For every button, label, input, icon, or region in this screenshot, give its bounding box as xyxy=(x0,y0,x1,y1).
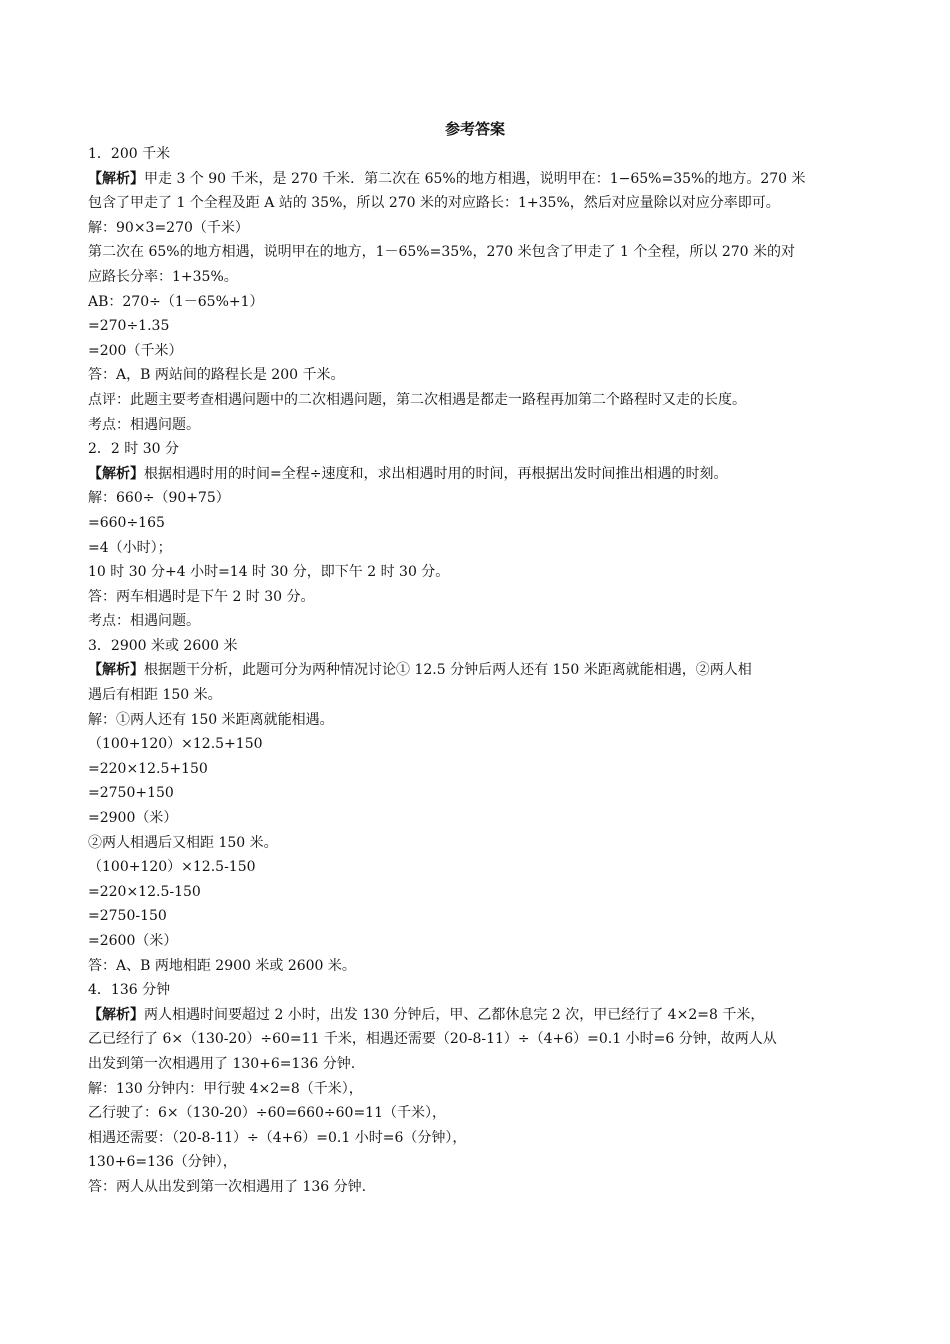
text-line: 乙已经行了 6×（130-20）÷60=11 千米，相遇还需要（20-8-11）÷（4+6）=0.1 小时=6 分钟，故两人从 xyxy=(88,1031,777,1048)
text-line: 相遇还需要：（20-8-11）÷（4+6）=0.1 小时=6（分钟）， xyxy=(88,1129,467,1146)
text-line: 考点：相遇问题。 xyxy=(88,613,200,630)
text-line: 2．2 时 30 分 xyxy=(88,441,179,458)
text-line: 10 时 30 分+4 小时=14 时 30 分，即下午 2 时 30 分。 xyxy=(88,564,450,581)
text-line: 解：660÷（90+75） xyxy=(88,490,230,507)
analysis-label: 【解析】 xyxy=(88,170,144,187)
text-content: 甲走 3 个 90 千米，是 270 千米．第二次在 65%的地方相遇，说明甲在：1−65%=35%的地方。270 米 xyxy=(144,170,806,187)
text-line xyxy=(88,462,870,487)
text-line xyxy=(88,1003,870,1028)
text-line: 1．200 千米 xyxy=(88,146,171,162)
text-line: 出发到第一次相遇用了 130+6=136 分钟. xyxy=(88,1055,356,1072)
text-line: =270÷1.35 xyxy=(88,318,170,335)
text-line: =4（小时）； xyxy=(88,539,172,556)
text-line: =2900（米） xyxy=(88,810,178,827)
text-line: 答：两人从出发到第一次相遇用了 136 分钟. xyxy=(88,1178,367,1195)
answer-body xyxy=(88,142,870,1200)
text-line: =2750+150 xyxy=(88,785,174,802)
text-line: 应路长分率：1+35%。 xyxy=(88,268,238,285)
text-line: AB：270÷（1－65%+1） xyxy=(88,293,264,310)
text-line: 答：A，B 两站间的路程长是 200 千米。 xyxy=(88,367,345,384)
text-line: 答：A、B 两地相距 2900 米或 2600 米。 xyxy=(88,957,356,974)
text-line: =2750-150 xyxy=(88,908,167,925)
text-line: =220×12.5-150 xyxy=(88,883,201,900)
text-line: 包含了甲走了 1 个全程及距 A 站的 35%，所以 270 米的对应路长：1+35%，然后对应量除以对应分率即可。 xyxy=(88,195,780,212)
analysis-label: 【解析】 xyxy=(88,465,144,482)
text-line: 3．2900 米或 2600 米 xyxy=(88,637,238,654)
text-line: （100+120）×12.5-150 xyxy=(88,859,256,876)
text-line xyxy=(88,658,870,683)
text-content: 根据题干分析，此题可分为两种情况讨论① 12.5 分钟后两人还有 150 米距离就能相遇，②两人相 xyxy=(144,662,752,679)
text-line: 第二次在 65%的地方相遇，说明甲在的地方，1－65%=35%，270 米包含了甲走了 1 个全程，所以 270 米的对 xyxy=(88,244,796,261)
text-line: 遇后有相距 150 米。 xyxy=(88,687,222,704)
text-line: （100+120）×12.5+150 xyxy=(88,736,263,753)
text-line: 考点：相遇问题。 xyxy=(88,416,200,433)
text-line: 乙行驶了：6×（130-20）÷60=660÷60=11（千米）， xyxy=(88,1105,446,1122)
analysis-label: 【解析】 xyxy=(88,1006,144,1023)
text-line: 解：①两人还有 150 米距离就能相遇。 xyxy=(88,711,334,728)
text-line: 答：两车相遇时是下午 2 时 30 分。 xyxy=(88,588,315,605)
text-line: 4．136 分钟 xyxy=(88,982,171,999)
analysis-label: 【解析】 xyxy=(88,662,144,679)
page-title: 参考答案 xyxy=(444,120,505,138)
text-content: 两人相遇时间要超过 2 小时，出发 130 分钟后，甲、乙都休息完 2 次，甲已经行了 4×2=8 千米， xyxy=(144,1006,765,1023)
text-line: 解：130 分钟内：甲行驶 4×2=8（千米）， xyxy=(88,1080,363,1097)
text-line xyxy=(88,167,870,192)
text-line: =2600（米） xyxy=(88,933,178,949)
text-line: =660÷165 xyxy=(88,514,165,531)
text-line: =200（千米） xyxy=(88,342,183,359)
text-line: 130+6=136（分钟）， xyxy=(88,1154,237,1171)
text-content: 根据相遇时用的时间=全程÷速度和，求出相遇时用的时间，再根据出发时间推出相遇的时刻。 xyxy=(144,465,728,482)
text-line: =220×12.5+150 xyxy=(88,760,208,777)
text-line: ②两人相遇后又相距 150 米。 xyxy=(88,834,278,851)
text-line: 解：90×3=270（千米） xyxy=(88,219,249,236)
text-line: 点评：此题主要考查相遇问题中的二次相遇问题，第二次相遇是都走一路程再加第二个路程时又走的长度。 xyxy=(88,391,746,408)
